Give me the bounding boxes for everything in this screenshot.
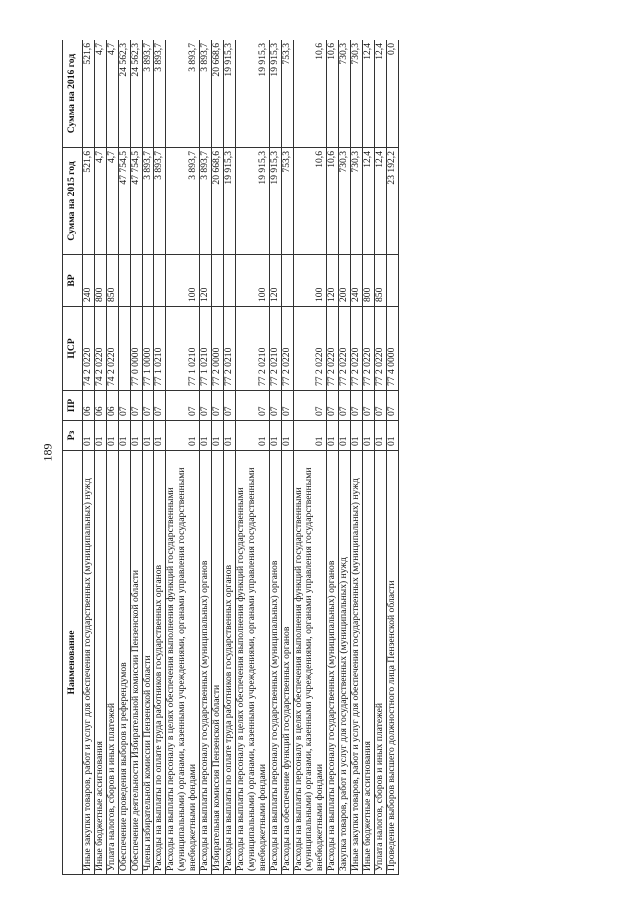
cell-csr: 77 2 0220: [351, 307, 363, 391]
cell-csr: 77 1 0210: [166, 307, 200, 391]
table-row: [386, 40, 398, 875]
cell-csr: 77 2 0220: [363, 307, 375, 391]
header-name: Наименование: [63, 451, 83, 875]
cell-sum-2015: 4,7: [94, 148, 106, 255]
cell-pr: 06: [106, 391, 118, 421]
cell-vr: 200: [339, 255, 351, 307]
cell-name: Закупка товаров, работ и услуг для государственных (муниципальных) нужд: [339, 451, 351, 875]
cell-csr: 74 2 0220: [106, 307, 118, 391]
cell-vr: [386, 255, 398, 307]
header-pr: ПР: [63, 391, 83, 421]
cell-sum-2016: 24 562,3: [130, 40, 142, 148]
cell-csr: 77 2 0220: [293, 307, 327, 391]
cell-rz: 01: [339, 421, 351, 451]
cell-pr: 07: [363, 391, 375, 421]
cell-vr: 100: [235, 255, 269, 307]
cell-name: Иные бюджетные ассигнования: [363, 451, 375, 875]
cell-name: Расходы на выплаты персоналу государственных (муниципальных) органов: [269, 451, 281, 875]
cell-sum-2016: 12,4: [363, 40, 375, 148]
table-row: [235, 40, 269, 875]
cell-sum-2015: 23 192,2: [386, 148, 398, 255]
cell-rz: 01: [281, 421, 293, 451]
cell-name: Расходы на выплаты персоналу в целях обеспечения выполнения функций государственными (муниципальными) органами, казенными учреждениями, органами управления государственными внебюджетными фондами: [235, 451, 269, 875]
table-row: [281, 40, 293, 875]
cell-pr: 07: [327, 391, 339, 421]
cell-sum-2015: 12,4: [374, 148, 386, 255]
cell-sum-2015: 10,6: [327, 148, 339, 255]
cell-vr: [130, 255, 142, 307]
table-row: [363, 40, 375, 875]
table-body: [82, 40, 398, 875]
page-number: [38, 0, 58, 905]
table-row: [130, 40, 142, 875]
cell-sum-2015: 12,4: [363, 148, 375, 255]
page-number-text: 189: [40, 443, 55, 462]
cell-pr: 07: [130, 391, 142, 421]
cell-name: Иные закупки товаров, работ и услуг для обеспечения государственных (муниципальных) нужд: [351, 451, 363, 875]
cell-rz: 01: [269, 421, 281, 451]
cell-vr: [118, 255, 130, 307]
cell-sum-2016: 19 915,3: [235, 40, 269, 148]
cell-pr: 07: [118, 391, 130, 421]
cell-csr: 77 2 0220: [327, 307, 339, 391]
cell-sum-2016: 3 893,7: [200, 40, 212, 148]
cell-pr: 07: [212, 391, 224, 421]
cell-vr: [142, 255, 154, 307]
cell-rz: 01: [200, 421, 212, 451]
cell-name: Иные бюджетные ассигнования: [94, 451, 106, 875]
table-row: [166, 40, 200, 875]
cell-vr: [281, 255, 293, 307]
table-row: [212, 40, 224, 875]
cell-sum-2016: 3 893,7: [154, 40, 166, 148]
cell-pr: 07: [223, 391, 235, 421]
cell-csr: 77 4 0000: [386, 307, 398, 391]
cell-csr: 77 2 0000: [212, 307, 224, 391]
cell-sum-2016: 3 893,7: [166, 40, 200, 148]
table-header-row: [63, 40, 83, 875]
cell-csr: 74 2 0220: [94, 307, 106, 391]
cell-vr: 850: [374, 255, 386, 307]
header-sum-2016: Сумма на 2016 год: [63, 40, 83, 148]
cell-rz: 01: [82, 421, 94, 451]
cell-rz: 01: [386, 421, 398, 451]
cell-pr: 07: [339, 391, 351, 421]
cell-sum-2016: 730,3: [351, 40, 363, 148]
table-row: [106, 40, 118, 875]
cell-rz: 01: [142, 421, 154, 451]
cell-name: Члены избирательной комиссии Пензенской области: [142, 451, 154, 875]
cell-sum-2015: 730,3: [339, 148, 351, 255]
table-row: [94, 40, 106, 875]
cell-vr: 850: [106, 255, 118, 307]
cell-rz: 01: [130, 421, 142, 451]
cell-sum-2016: 10,6: [293, 40, 327, 148]
cell-vr: [223, 255, 235, 307]
cell-sum-2015: 10,6: [293, 148, 327, 255]
table-row: [200, 40, 212, 875]
cell-rz: 01: [374, 421, 386, 451]
cell-sum-2015: 4,7: [106, 148, 118, 255]
cell-rz: 01: [351, 421, 363, 451]
cell-vr: [212, 255, 224, 307]
cell-csr: 77 2 0220: [281, 307, 293, 391]
cell-csr: 77 2 0210: [235, 307, 269, 391]
header-csr: ЦСР: [63, 307, 83, 391]
cell-rz: 01: [106, 421, 118, 451]
cell-sum-2016: 521,6: [82, 40, 94, 148]
cell-name: Уплата налогов, сборов и иных платежей: [374, 451, 386, 875]
cell-sum-2015: 3 893,7: [142, 148, 154, 255]
cell-csr: 77 2 0220: [374, 307, 386, 391]
cell-sum-2015: 3 893,7: [154, 148, 166, 255]
table-row: [351, 40, 363, 875]
cell-rz: 01: [293, 421, 327, 451]
cell-sum-2015: 3 893,7: [166, 148, 200, 255]
cell-name: Проведение выборов высшего должностного лица Пензенской области: [386, 451, 398, 875]
cell-name: Расходы на обеспечение функций государственных органов: [281, 451, 293, 875]
cell-sum-2015: 19 915,3: [235, 148, 269, 255]
cell-name: Расходы на выплаты по оплате труда работников государственных органов: [223, 451, 235, 875]
cell-vr: 800: [94, 255, 106, 307]
cell-rz: 01: [154, 421, 166, 451]
header-sum-2015: Сумма на 2015 год: [63, 148, 83, 255]
rotated-page: [62, 40, 586, 875]
cell-rz: 01: [327, 421, 339, 451]
cell-vr: 120: [327, 255, 339, 307]
cell-sum-2016: 0,0: [386, 40, 398, 148]
cell-name: Обеспечение проведения выборов и референдумов: [118, 451, 130, 875]
cell-csr: 77 2 0210: [223, 307, 235, 391]
cell-name: Избирательная комиссия Пензенской области: [212, 451, 224, 875]
cell-sum-2016: 3 893,7: [142, 40, 154, 148]
cell-vr: 120: [269, 255, 281, 307]
table-row: [339, 40, 351, 875]
cell-pr: 07: [386, 391, 398, 421]
cell-name: Уплата налогов, сборов и иных платежей: [106, 451, 118, 875]
table-row: [374, 40, 386, 875]
cell-pr: 07: [154, 391, 166, 421]
header-rz: Рз: [63, 421, 83, 451]
cell-sum-2016: 4,7: [106, 40, 118, 148]
cell-pr: 07: [200, 391, 212, 421]
cell-sum-2016: 12,4: [374, 40, 386, 148]
cell-sum-2015: 753,3: [281, 148, 293, 255]
cell-sum-2016: 20 668,6: [212, 40, 224, 148]
cell-csr: 77 2 0220: [339, 307, 351, 391]
cell-vr: 800: [363, 255, 375, 307]
cell-vr: 240: [82, 255, 94, 307]
cell-vr: [154, 255, 166, 307]
cell-vr: 240: [351, 255, 363, 307]
cell-rz: 01: [212, 421, 224, 451]
cell-sum-2016: 10,6: [327, 40, 339, 148]
budget-table-container: [62, 40, 586, 875]
cell-sum-2016: 730,3: [339, 40, 351, 148]
cell-sum-2015: 47 754,5: [118, 148, 130, 255]
cell-sum-2015: 20 668,6: [212, 148, 224, 255]
cell-csr: 77 1 0210: [154, 307, 166, 391]
table-row: [327, 40, 339, 875]
table-row: [293, 40, 327, 875]
cell-rz: 01: [94, 421, 106, 451]
cell-csr: 74 2 0220: [82, 307, 94, 391]
cell-rz: 01: [118, 421, 130, 451]
cell-pr: 06: [82, 391, 94, 421]
table-row: [142, 40, 154, 875]
cell-sum-2015: 19 915,3: [269, 148, 281, 255]
cell-name: Расходы на выплаты персоналу государственных (муниципальных) органов: [327, 451, 339, 875]
cell-pr: 07: [351, 391, 363, 421]
cell-sum-2016: 19 915,3: [223, 40, 235, 148]
cell-name: Расходы на выплаты персоналу государственных (муниципальных) органов: [200, 451, 212, 875]
cell-vr: 120: [200, 255, 212, 307]
cell-csr: 77 2 0210: [269, 307, 281, 391]
cell-sum-2015: 730,3: [351, 148, 363, 255]
cell-pr: 07: [374, 391, 386, 421]
cell-pr: 07: [293, 391, 327, 421]
cell-pr: 06: [94, 391, 106, 421]
cell-pr: 07: [142, 391, 154, 421]
cell-name: Расходы на выплаты персоналу в целях обеспечения выполнения функций государственными (муниципальными) органами, казенными учреждениями, органами управления государственными внебюджетными фондами: [293, 451, 327, 875]
cell-pr: 07: [235, 391, 269, 421]
cell-sum-2016: 19 915,3: [269, 40, 281, 148]
cell-pr: 07: [166, 391, 200, 421]
cell-sum-2015: 521,6: [82, 148, 94, 255]
cell-pr: 07: [281, 391, 293, 421]
cell-rz: 01: [235, 421, 269, 451]
cell-sum-2015: 3 893,7: [200, 148, 212, 255]
cell-name: Обеспечение деятельности Избирательной комиссии Пензенской области: [130, 451, 142, 875]
cell-name: Расходы на выплаты по оплате труда работников государственных органов: [154, 451, 166, 875]
table-row: [118, 40, 130, 875]
cell-pr: 07: [269, 391, 281, 421]
cell-name: Иные закупки товаров, работ и услуг для обеспечения государственных (муниципальных) нужд: [82, 451, 94, 875]
cell-vr: 100: [293, 255, 327, 307]
cell-sum-2016: 4,7: [94, 40, 106, 148]
cell-sum-2015: 47 754,5: [130, 148, 142, 255]
table-row: [223, 40, 235, 875]
cell-sum-2016: 753,3: [281, 40, 293, 148]
header-vr: ВР: [63, 255, 83, 307]
cell-sum-2015: 19 915,3: [223, 148, 235, 255]
cell-csr: 77 1 0210: [200, 307, 212, 391]
cell-rz: 01: [223, 421, 235, 451]
table-row: [82, 40, 94, 875]
cell-csr: 77 1 0000: [142, 307, 154, 391]
budget-table: [62, 40, 399, 875]
cell-csr: [118, 307, 130, 391]
cell-vr: 100: [166, 255, 200, 307]
table-row: [154, 40, 166, 875]
cell-rz: 01: [363, 421, 375, 451]
cell-name: Расходы на выплаты персоналу в целях обеспечения выполнения функций государственными (муниципальными) органами, казенными учреждениями, органами управления государственными внебюджетными фондами: [166, 451, 200, 875]
cell-rz: 01: [166, 421, 200, 451]
cell-sum-2016: 24 562,3: [118, 40, 130, 148]
table-row: [269, 40, 281, 875]
cell-csr: 77 0 0000: [130, 307, 142, 391]
